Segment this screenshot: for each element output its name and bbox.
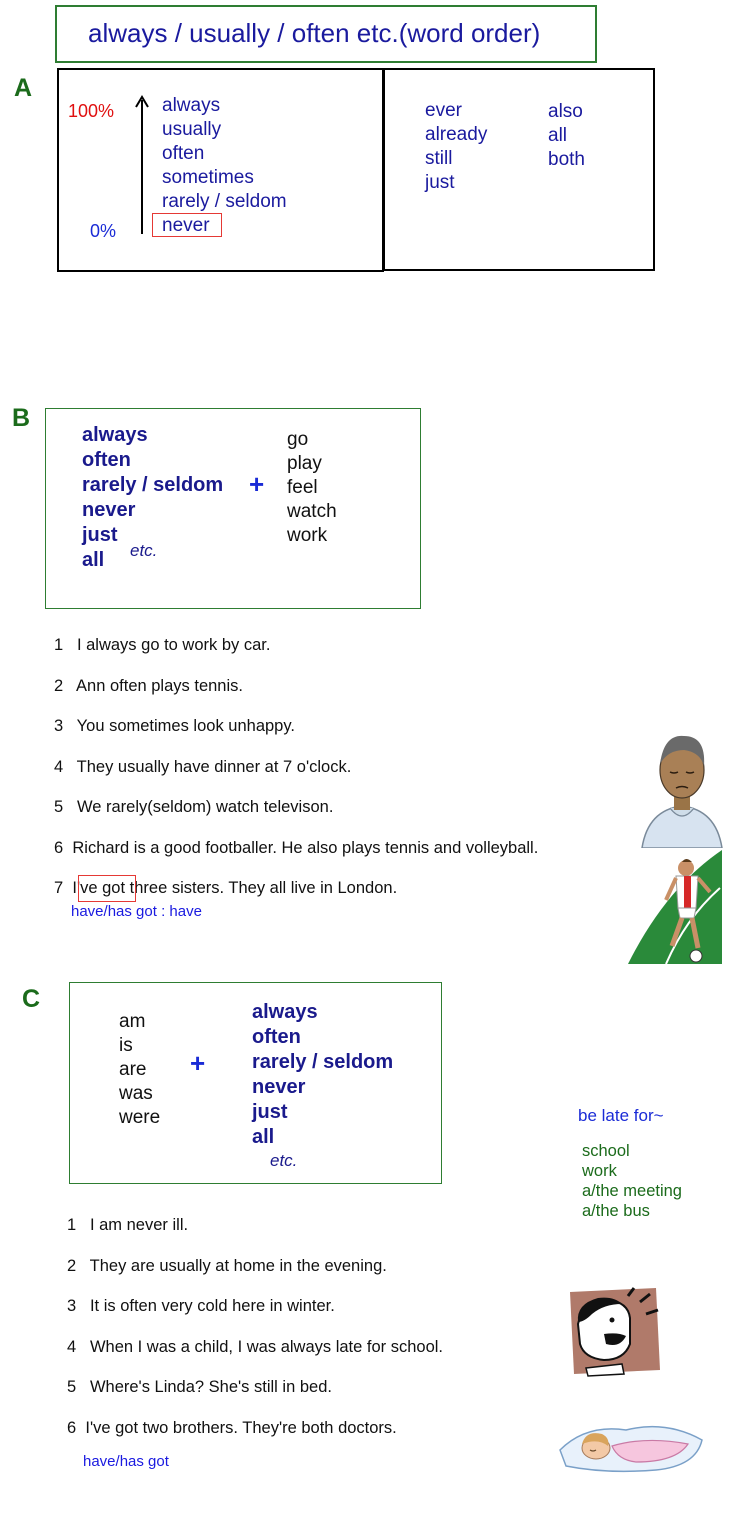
never-highlight-box [152, 213, 222, 237]
example-sentence: 4 When I was a child, I was always late for school. [67, 1338, 444, 1356]
adverb-item: all [82, 549, 105, 571]
frequency-word: never [162, 215, 210, 236]
shouting-man-illustration [564, 1282, 664, 1378]
adverb-list-c [252, 1000, 393, 1150]
adverb-item: just [82, 524, 118, 546]
other-adverbs-box [383, 68, 655, 271]
adverb-item: just [425, 172, 455, 193]
scale-top-label: 100% [68, 101, 115, 121]
frequency-word: always [162, 95, 221, 116]
verb-item: am [119, 1011, 146, 1032]
grammar-note: have/has got : have [71, 903, 202, 920]
verb-item: feel [287, 477, 318, 498]
example-sentence: 3 You sometimes look unhappy. [54, 717, 295, 735]
example-sentence: 1 I always go to work by car. [54, 636, 271, 654]
page-title: always / usually / often etc.(word order) [88, 18, 541, 48]
example-sentence: 3 It is often very cold here in winter. [67, 1297, 335, 1315]
other-adverbs-col2 [548, 100, 585, 172]
frequency-word: usually [162, 119, 222, 140]
adverb-item: already [425, 124, 488, 145]
got-highlight-box [78, 875, 136, 902]
adverb-item: rarely / seldom [82, 474, 224, 496]
scale-bottom-label: 0% [90, 221, 117, 241]
adverb-item: often [252, 1026, 301, 1048]
be-late-for-list [582, 1141, 682, 1221]
example-sentence: 5 We rarely(seldom) watch televison. [54, 798, 334, 816]
plus-sign: + [249, 469, 265, 499]
section-c-letter: C [22, 985, 41, 1013]
adverb-item: ever [425, 100, 462, 121]
phrase-item: work [582, 1162, 617, 1180]
be-late-for-phrase: be late for~ [578, 1106, 664, 1125]
verb-list-b [287, 428, 337, 548]
adverb-item: all [252, 1126, 275, 1148]
adverb-item: both [548, 149, 585, 170]
example-sentence: 2 They are usually at home in the evening. [67, 1257, 387, 1275]
example-sentence: 1 I am never ill. [67, 1216, 189, 1234]
adverb-item: often [82, 449, 131, 471]
adverb-item: still [425, 148, 453, 169]
adverb-item: never [82, 499, 136, 521]
phrase-item: a/the bus [582, 1202, 650, 1220]
example-sentence: 5 Where's Linda? She's still in bed. [67, 1378, 332, 1396]
adverb-item: always [252, 1001, 318, 1023]
verb-item: watch [287, 501, 337, 522]
verb-item: are [119, 1059, 147, 1080]
verb-item: go [287, 429, 309, 450]
frequency-word: sometimes [162, 167, 254, 188]
frequency-word: often [162, 143, 205, 164]
grammar-note: have/has got [83, 1453, 169, 1470]
unhappy-man-illustration [640, 728, 724, 848]
sleeping-woman-illustration [556, 1410, 706, 1476]
section-a-letter: A [14, 74, 33, 102]
adverb-item: never [252, 1076, 306, 1098]
verb-item: is [119, 1035, 133, 1056]
phrase-item: a/the meeting [582, 1182, 682, 1200]
adverb-item: rarely / seldom [252, 1051, 394, 1073]
phrase-item: school [582, 1142, 630, 1160]
verb-item: was [119, 1083, 153, 1104]
verb-item: work [287, 525, 328, 546]
example-sentence: 6 I've got two brothers. They're both doctors. [67, 1419, 397, 1437]
example-sentence: 6 Richard is a good footballer. He also plays tennis and volleyball. [54, 839, 539, 857]
plus-sign: + [190, 1048, 206, 1078]
be-verb-list [119, 1010, 160, 1130]
adverb-item: always [82, 424, 148, 446]
verb-item: play [287, 453, 322, 474]
frequency-arrow-icon [134, 94, 150, 236]
verb-item: were [119, 1107, 161, 1128]
etc-label: etc. [270, 1151, 298, 1170]
other-adverbs-col1 [425, 99, 487, 195]
frequency-word: rarely / seldom [162, 191, 287, 212]
adverb-item: just [252, 1101, 288, 1123]
section-b-letter: B [12, 404, 31, 432]
example-sentence: 4 They usually have dinner at 7 o'clock. [54, 758, 352, 776]
example-sentence: 2 Ann often plays tennis. [54, 677, 243, 695]
adverb-item: also [548, 101, 583, 122]
example-sentence: 7 I've got three sisters. They all live in London. [54, 879, 398, 897]
etc-label: etc. [130, 541, 158, 560]
adverb-item: all [548, 125, 568, 146]
footballer-illustration [626, 848, 722, 966]
